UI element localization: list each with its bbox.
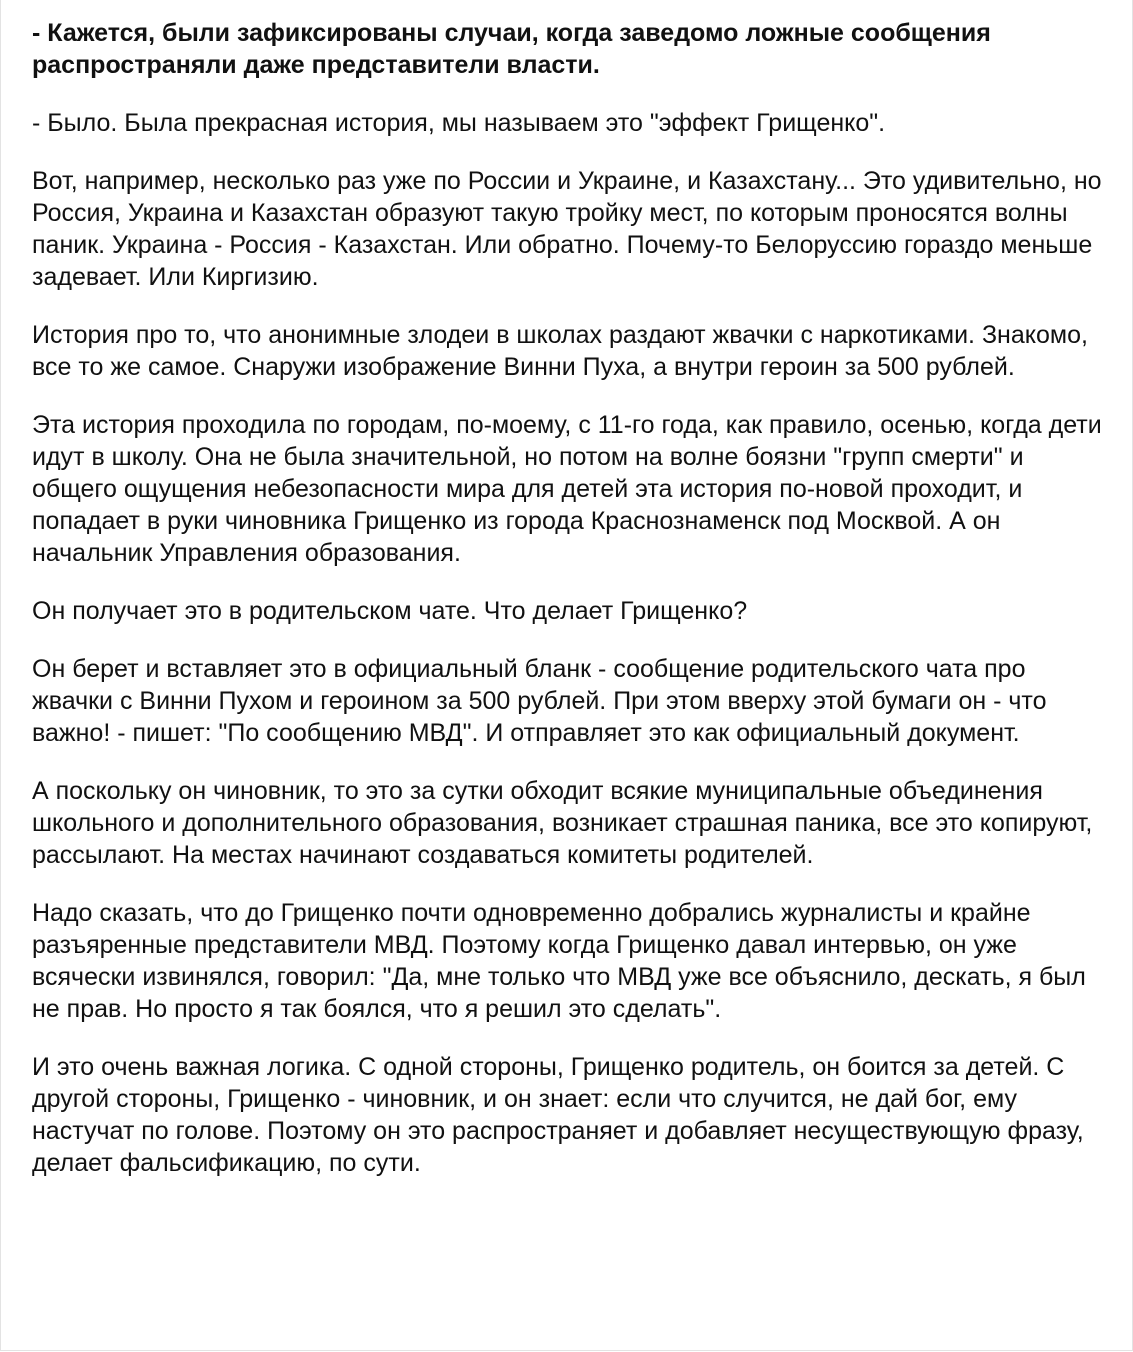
article-body <box>32 17 1112 1205</box>
answer-paragraph-9: И это очень важная логика. С одной стороны, Грищенко родитель, он боится за детей. С другой стороны, Грищенко - чиновник, и он знает: если что случится, не дай бог, ему настучат по голове. Поэтому он это распространяет и добавляет несуществующую фразу, делает фальсификацию, по сути. <box>32 1053 1084 1177</box>
answer-paragraph-4: Эта история проходила по городам, по-моему, с 11-го года, как правило, осенью, когда дети идут в школу. Она не была значительной, но потом на волне боязни "групп смерти" и общего ощущения небезопасности мира для детей эта история по-новой проходит, и попадает в руки чиновника Грищенко из города Краснознаменск под Москвой. А он начальник Управления образования. <box>32 411 1102 567</box>
answer-paragraph-7: А поскольку он чиновник, то это за сутки обходит всякие муниципальные объединения школьного и дополнительного образования, возникает страшная паника, все это копируют, рассылают. На местах начинают создаваться комитеты родителей. <box>32 777 1093 869</box>
answer-paragraph-1: - Было. Была прекрасная история, мы называем это "эффект Грищенко". <box>32 109 886 137</box>
answer-paragraph-8: Надо сказать, что до Грищенко почти одновременно добрались журналисты и крайне разъяренные представители МВД. Поэтому когда Грищенко давал интервью, он уже всячески извинялся, говорил: "Да, мне только что МВД уже все объяснило, дескать, я был не прав. Но просто я так боялся, что я решил это сделать". <box>32 899 1086 1023</box>
answer-paragraph-6: Он берет и вставляет это в официальный бланк - сообщение родительского чата про жвачки с Винни Пухом и героином за 500 рублей. При этом вверху этой бумаги он - что важно! - пишет: "По сообщению МВД". И отправляет это как официальный документ. <box>32 655 1047 747</box>
answer-paragraph-3: История про то, что анонимные злодеи в школах раздают жвачки с наркотиками. Знакомо, все то же самое. Снаружи изображение Винни Пуха, а внутри героин за 500 рублей. <box>32 321 1088 381</box>
answer-paragraph-2: Вот, например, несколько раз уже по России и Украине, и Казахстану... Это удивительно, но Россия, Украина и Казахстан образуют такую тройку мест, по которым проносятся волны паник. Украина - Россия - Казахстан. Или обратно. Почему-то Белоруссию гораздо меньше задевает. Или Киргизию. <box>32 167 1102 291</box>
answer-paragraph-5: Он получает это в родительском чате. Что делает Грищенко? <box>32 597 748 625</box>
interview-question: - Кажется, были зафиксированы случаи, когда заведомо ложные сообщения распространяли даже представители власти. <box>32 19 991 79</box>
